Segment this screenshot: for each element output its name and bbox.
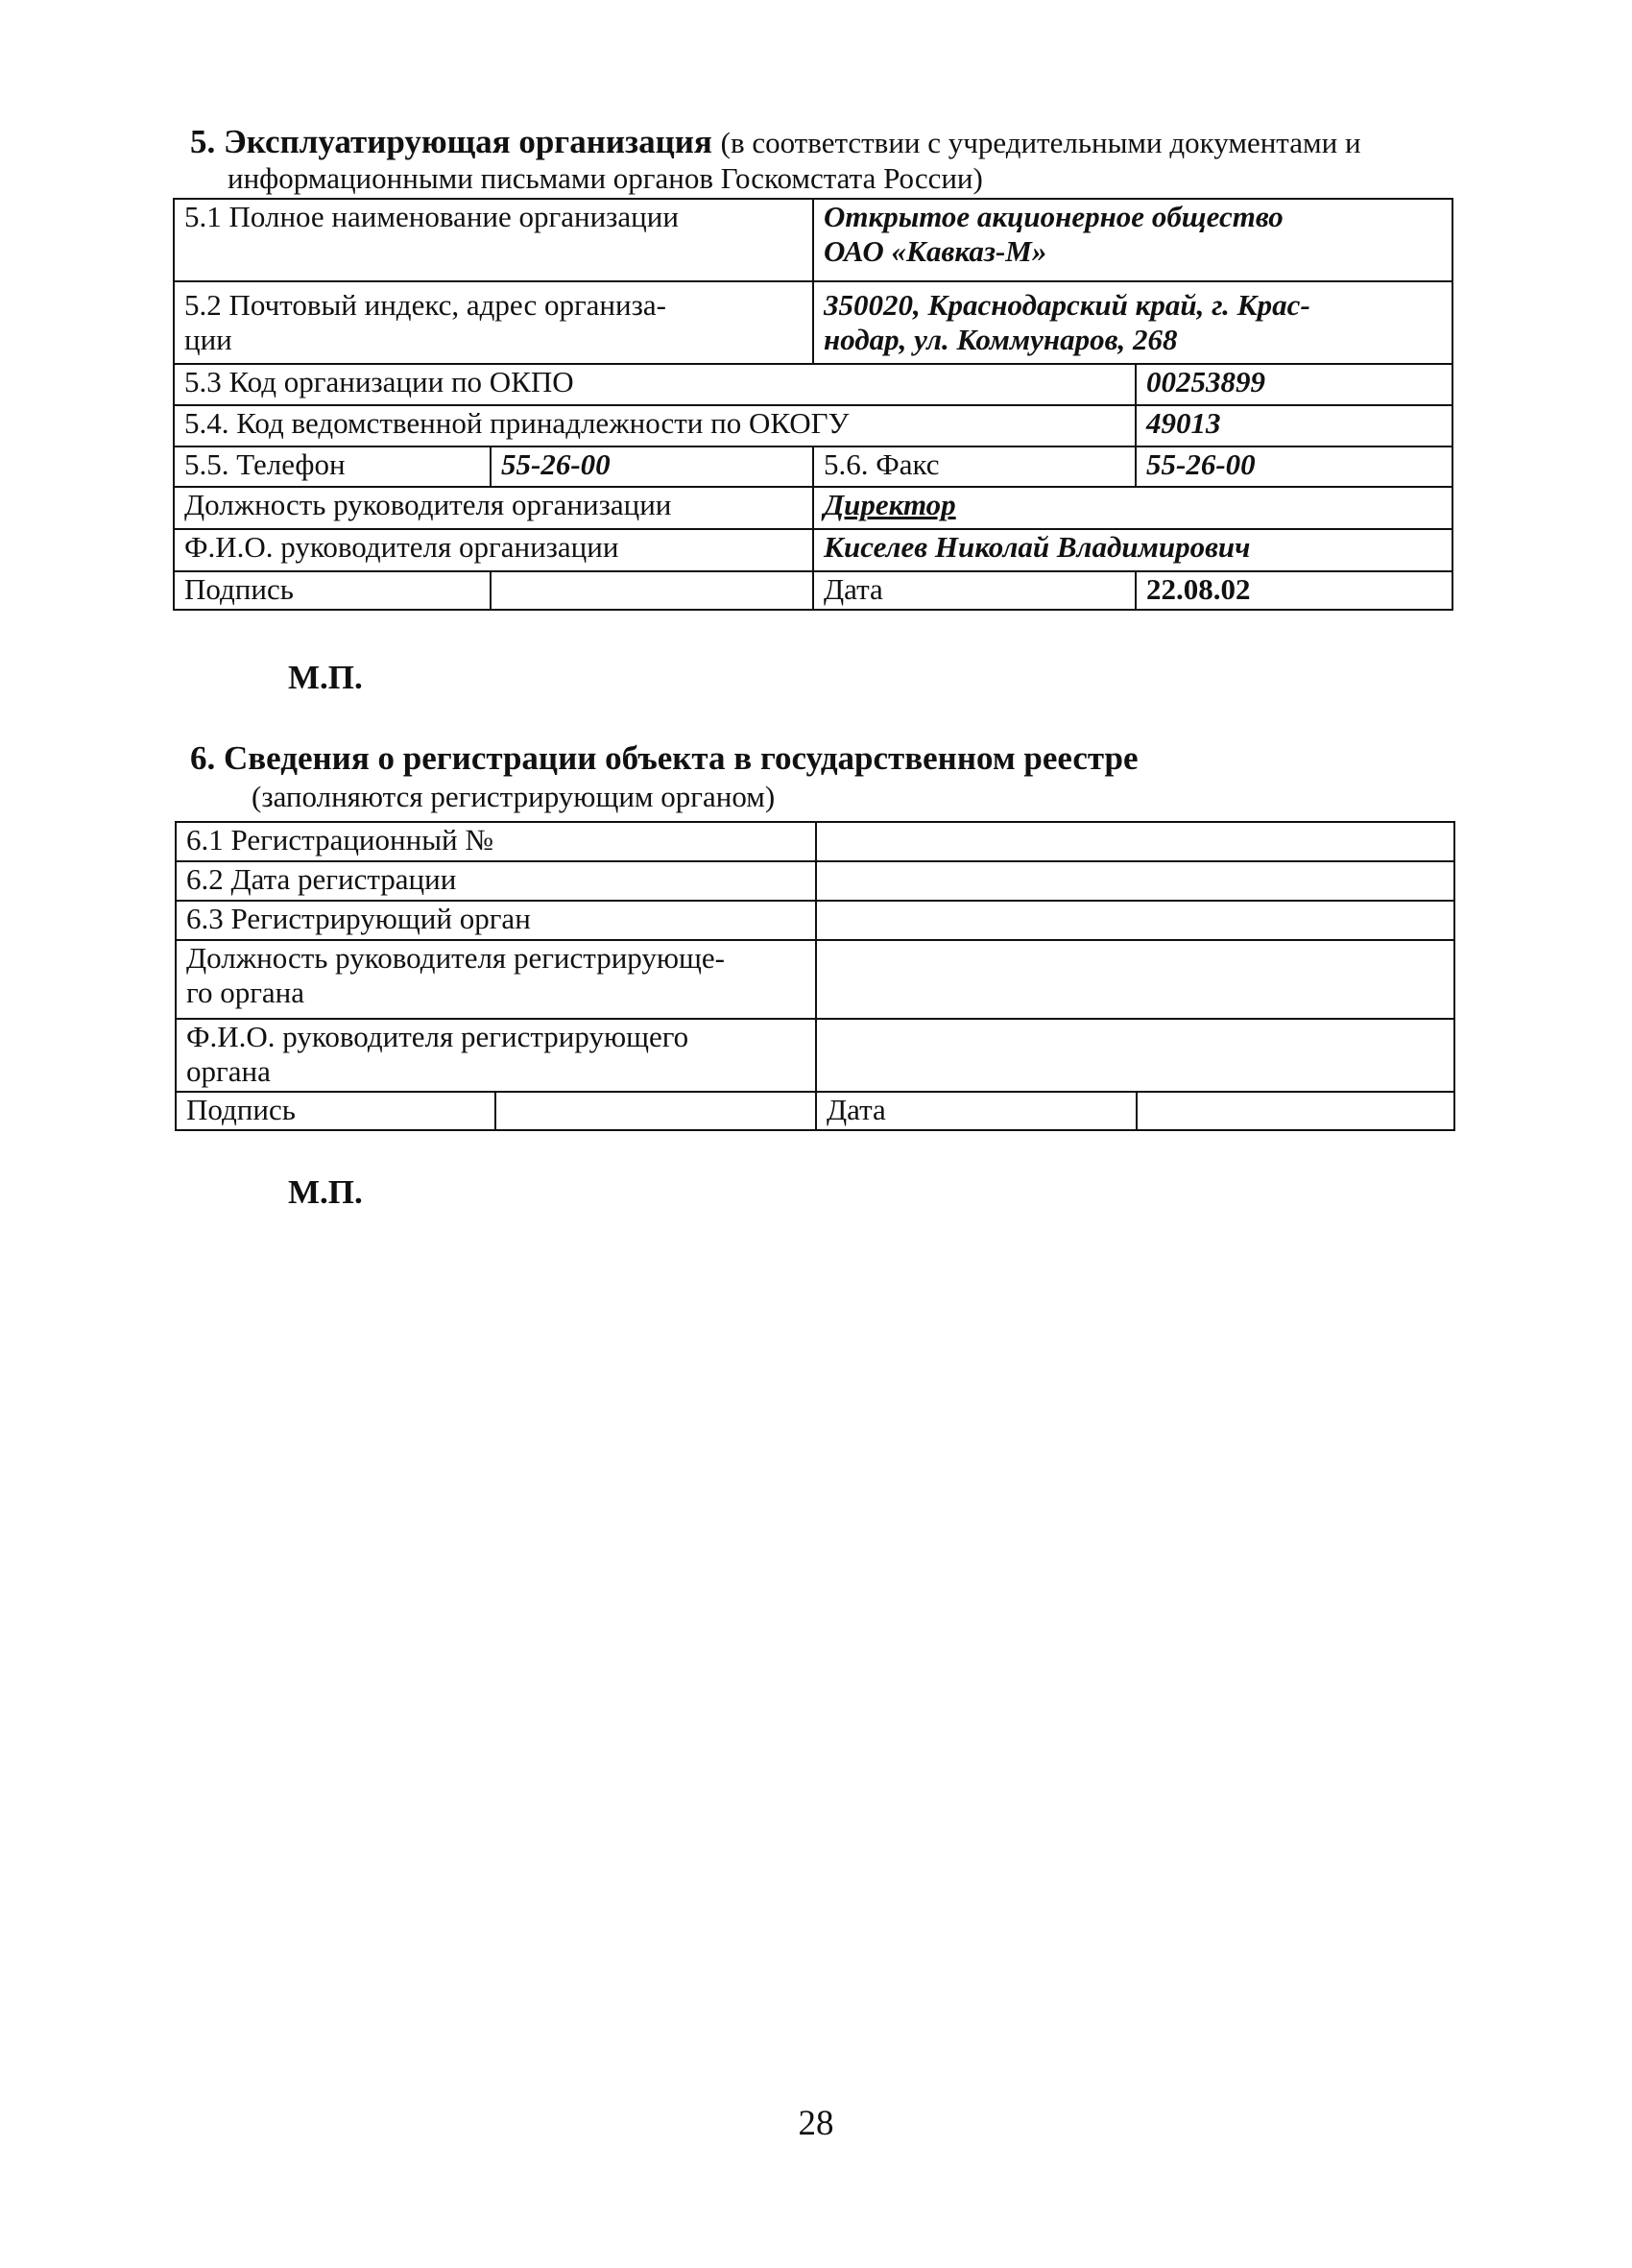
full-name-label: 5.1 Полное наименование организации bbox=[174, 199, 813, 281]
section6-note: (заполняются регистрирующим органом) bbox=[252, 780, 776, 813]
fax-value: 55-26-00 bbox=[1136, 446, 1452, 487]
reg-body-field bbox=[816, 901, 1454, 940]
okogu-value: 49013 bbox=[1136, 405, 1452, 446]
section6-title: Сведения о регистрации объекта в государственном реестре bbox=[224, 739, 1139, 777]
reg-date-field bbox=[816, 861, 1454, 901]
reg-head-fio-field bbox=[816, 1019, 1454, 1092]
address-label-line1: 5.2 Почтовый индекс, адрес организа- bbox=[184, 288, 666, 322]
position-value: Директор bbox=[813, 487, 1452, 529]
reg-date-sign-field bbox=[1137, 1092, 1454, 1130]
reg-head-fio-label bbox=[176, 1019, 816, 1092]
address-value-line1: 350020, Краснодарский край, г. Крас- bbox=[824, 288, 1310, 322]
date-value: 22.08.02 bbox=[1136, 571, 1452, 610]
phone-value: 55-26-00 bbox=[491, 446, 813, 487]
page-number: 28 bbox=[798, 2104, 834, 2143]
reg-number-field bbox=[816, 822, 1454, 861]
address-label-line2: ции bbox=[184, 323, 232, 356]
table-row bbox=[176, 822, 1454, 861]
date-label: Дата bbox=[813, 571, 1136, 610]
section5-heading bbox=[190, 123, 1361, 162]
section5-number: 5. bbox=[190, 123, 216, 160]
table-row bbox=[174, 405, 1452, 446]
address-value-line2: нодар, ул. Коммунаров, 268 bbox=[824, 323, 1178, 356]
reg-head-position-label-line2: го органа bbox=[186, 976, 305, 1009]
full-name-value-line1: Открытое акционерное общество bbox=[824, 200, 1284, 233]
reg-head-fio-label-line2: органа bbox=[186, 1054, 271, 1088]
reg-body-label: 6.3 Регистрирующий орган bbox=[176, 901, 816, 940]
section6-table bbox=[175, 821, 1455, 1131]
table-row bbox=[174, 199, 1452, 281]
signature-label: Подпись bbox=[174, 571, 491, 610]
section5-title: Эксплуатирующая организация bbox=[224, 123, 712, 160]
full-name-value-line2: ОАО «Кавказ-М» bbox=[824, 234, 1047, 268]
reg-date-sign-label: Дата bbox=[816, 1092, 1137, 1130]
table-row bbox=[176, 1092, 1454, 1130]
reg-signature-label: Подпись bbox=[176, 1092, 495, 1130]
stamp-mark-2: М.П. bbox=[288, 1173, 363, 1211]
table-row bbox=[174, 571, 1452, 610]
signature-field bbox=[491, 571, 813, 610]
phone-label: 5.5. Телефон bbox=[174, 446, 491, 487]
reg-head-position-field bbox=[816, 940, 1454, 1019]
reg-head-position-label-line1: Должность руководителя регистрирующе- bbox=[186, 941, 725, 975]
stamp-mark: М.П. bbox=[288, 659, 363, 696]
section6-number: 6. bbox=[190, 739, 216, 777]
section6-heading bbox=[190, 739, 1139, 778]
table-row bbox=[176, 940, 1454, 1019]
fax-label: 5.6. Факс bbox=[813, 446, 1136, 487]
table-row bbox=[176, 861, 1454, 901]
address-value bbox=[813, 281, 1452, 364]
table-row bbox=[174, 529, 1452, 571]
reg-number-label: 6.1 Регистрационный № bbox=[176, 822, 816, 861]
address-label bbox=[174, 281, 813, 364]
okpo-label: 5.3 Код организации по ОКПО bbox=[174, 364, 1136, 405]
section5-note-line2: информационными письмами органов Госкомстата России) bbox=[228, 161, 983, 195]
reg-head-fio-label-line1: Ф.И.О. руководителя регистрирующего bbox=[186, 1020, 689, 1053]
table-row bbox=[174, 487, 1452, 529]
table-row bbox=[176, 1019, 1454, 1092]
fio-label: Ф.И.О. руководителя организации bbox=[174, 529, 813, 571]
full-name-value bbox=[813, 199, 1452, 281]
section5-note: (в соответствии с учредительными документами и bbox=[720, 126, 1361, 159]
section5-table bbox=[173, 198, 1453, 611]
table-row bbox=[174, 364, 1452, 405]
okogu-label: 5.4. Код ведомственной принадлежности по ОКОГУ bbox=[174, 405, 1136, 446]
reg-signature-field bbox=[495, 1092, 816, 1130]
table-row bbox=[174, 281, 1452, 364]
fio-value: Киселев Николай Владимирович bbox=[813, 529, 1452, 571]
reg-date-label: 6.2 Дата регистрации bbox=[176, 861, 816, 901]
position-label: Должность руководителя организации bbox=[174, 487, 813, 529]
table-row bbox=[174, 446, 1452, 487]
reg-head-position-label bbox=[176, 940, 816, 1019]
table-row bbox=[176, 901, 1454, 940]
okpo-value: 00253899 bbox=[1136, 364, 1452, 405]
